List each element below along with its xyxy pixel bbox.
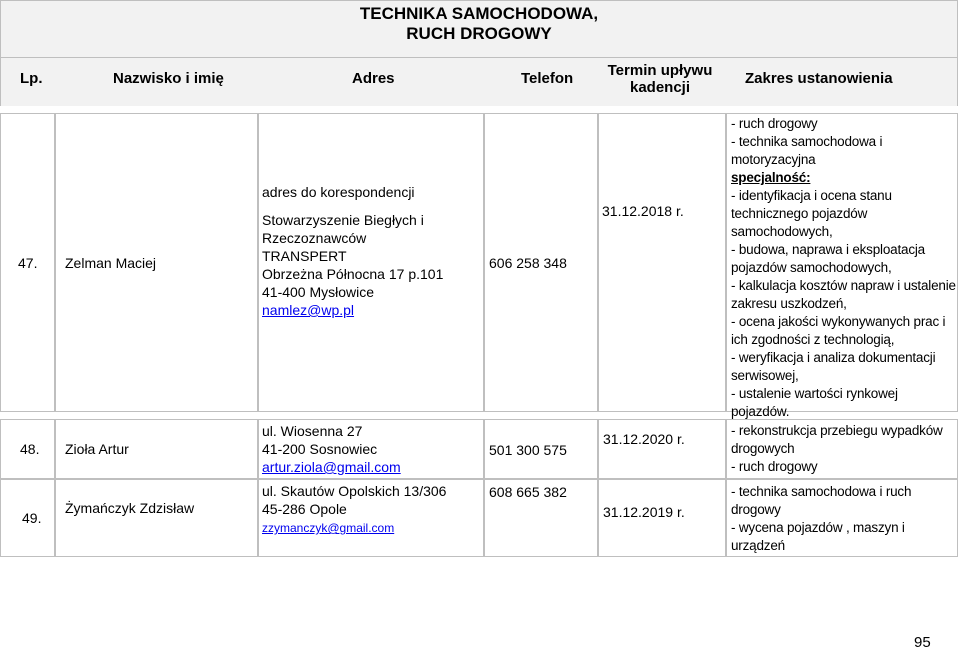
header-name: Nazwisko i imię — [113, 70, 224, 87]
row-47-scope — [731, 115, 959, 421]
row-49-address — [262, 482, 446, 537]
scope-line: pojazdów samochodowych, — [731, 260, 892, 275]
scope-line: - ocena jakości wykonywanych prac i — [731, 314, 946, 329]
row-48-scope — [731, 422, 943, 476]
header-deadline-line1: Termin upływu — [607, 62, 713, 79]
row-49-email-link[interactable]: zzymanczyk@gmail.com — [262, 521, 395, 535]
scope-line: - ruch drogowy — [731, 459, 818, 474]
row-49-deadline: 31.12.2019 r. — [603, 504, 685, 520]
address-line: 45-286 Opole — [262, 501, 347, 517]
address-line: Stowarzyszenie Biegłych i — [262, 212, 424, 228]
row-48-lp: 48. — [20, 441, 40, 457]
scope-line: drogowy — [731, 502, 781, 517]
scope-line: - kalkulacja kosztów napraw i ustalenie — [731, 278, 956, 293]
row-48-deadline: 31.12.2020 r. — [603, 431, 685, 447]
row-48-email-link[interactable]: artur.ziola@gmail.com — [262, 459, 401, 475]
title-line-2: RUCH DROGOWY — [406, 24, 552, 43]
row-47-email-link[interactable]: namlez@wp.pl — [262, 302, 355, 318]
scope-line: - ustalenie wartości rynkowej pojazdów. — [731, 386, 898, 419]
row-48-deadline-cell — [598, 419, 726, 479]
scope-line: samochodowych, — [731, 224, 833, 239]
row-47-lp: 47. — [18, 255, 38, 271]
scope-line: - identyfikacja i ocena stanu — [731, 188, 892, 203]
row-47-address — [262, 183, 443, 319]
scope-line: - weryfikacja i analiza dokumentacji — [731, 350, 936, 365]
scope-line: serwisowej, — [731, 368, 799, 383]
header-scope: Zakres ustanowienia — [745, 70, 893, 87]
title-line-1: TECHNIKA SAMOCHODOWA, — [359, 4, 599, 23]
address-line: Obrzeżna Północna 17 p.101 — [262, 266, 444, 282]
scope-line: technicznego pojazdów — [731, 206, 868, 221]
address-line: TRANSPERT — [262, 248, 347, 264]
row-49-scope — [731, 483, 911, 555]
row-48-name: Zioła Artur — [65, 441, 129, 457]
row-47-deadline: 31.12.2018 r. — [602, 203, 684, 219]
scope-line: - budowa, naprawa i eksploatacja — [731, 242, 925, 257]
address-line: 41-200 Sosnowiec — [262, 441, 378, 457]
header-deadline-line2: kadencji — [629, 79, 691, 96]
row-48-phone: 501 300 575 — [489, 442, 567, 458]
scope-line: - rekonstrukcja przebiegu wypadków — [731, 423, 943, 438]
header-phone: Telefon — [521, 70, 574, 87]
scope-line: drogowych — [731, 441, 795, 456]
row-48-address — [262, 422, 401, 476]
row-49-name: Żymańczyk Zdzisław — [65, 500, 195, 516]
scope-heading: specjalność: — [731, 170, 811, 185]
address-line: ul. Skautów Opolskich 13/306 — [262, 483, 447, 499]
row-47-name: Zelman Maciej — [65, 255, 157, 271]
address-line: adres do korespondencji — [262, 184, 415, 200]
scope-line: urządzeń — [731, 538, 785, 553]
scope-line: ich zgodności z technologią, — [731, 332, 895, 347]
address-line: Rzeczoznawców — [262, 230, 367, 246]
scope-line: motoryzacyjna — [731, 152, 816, 167]
header-address: Adres — [352, 70, 395, 87]
row-47-deadline-cell — [598, 113, 726, 412]
header-deadline — [598, 62, 722, 96]
scope-line: - technika samochodowa i — [731, 134, 883, 149]
row-47-phone: 606 258 348 — [489, 255, 567, 271]
address-line: ul. Wiosenna 27 — [262, 423, 363, 439]
page-number: 95 — [914, 634, 931, 651]
row-49-lp: 49. — [22, 510, 42, 526]
scope-line: - technika samochodowa i ruch — [731, 484, 912, 499]
scope-line: - wycena pojazdów , maszyn i — [731, 520, 905, 535]
row-49-name-cell — [55, 479, 258, 557]
address-line: 41-400 Mysłowice — [262, 284, 375, 300]
scope-line: - ruch drogowy — [731, 116, 818, 131]
scope-line: zakresu uszkodzeń, — [731, 296, 847, 311]
row-49-phone: 608 665 382 — [489, 484, 567, 500]
header-lp: Lp. — [20, 70, 43, 87]
